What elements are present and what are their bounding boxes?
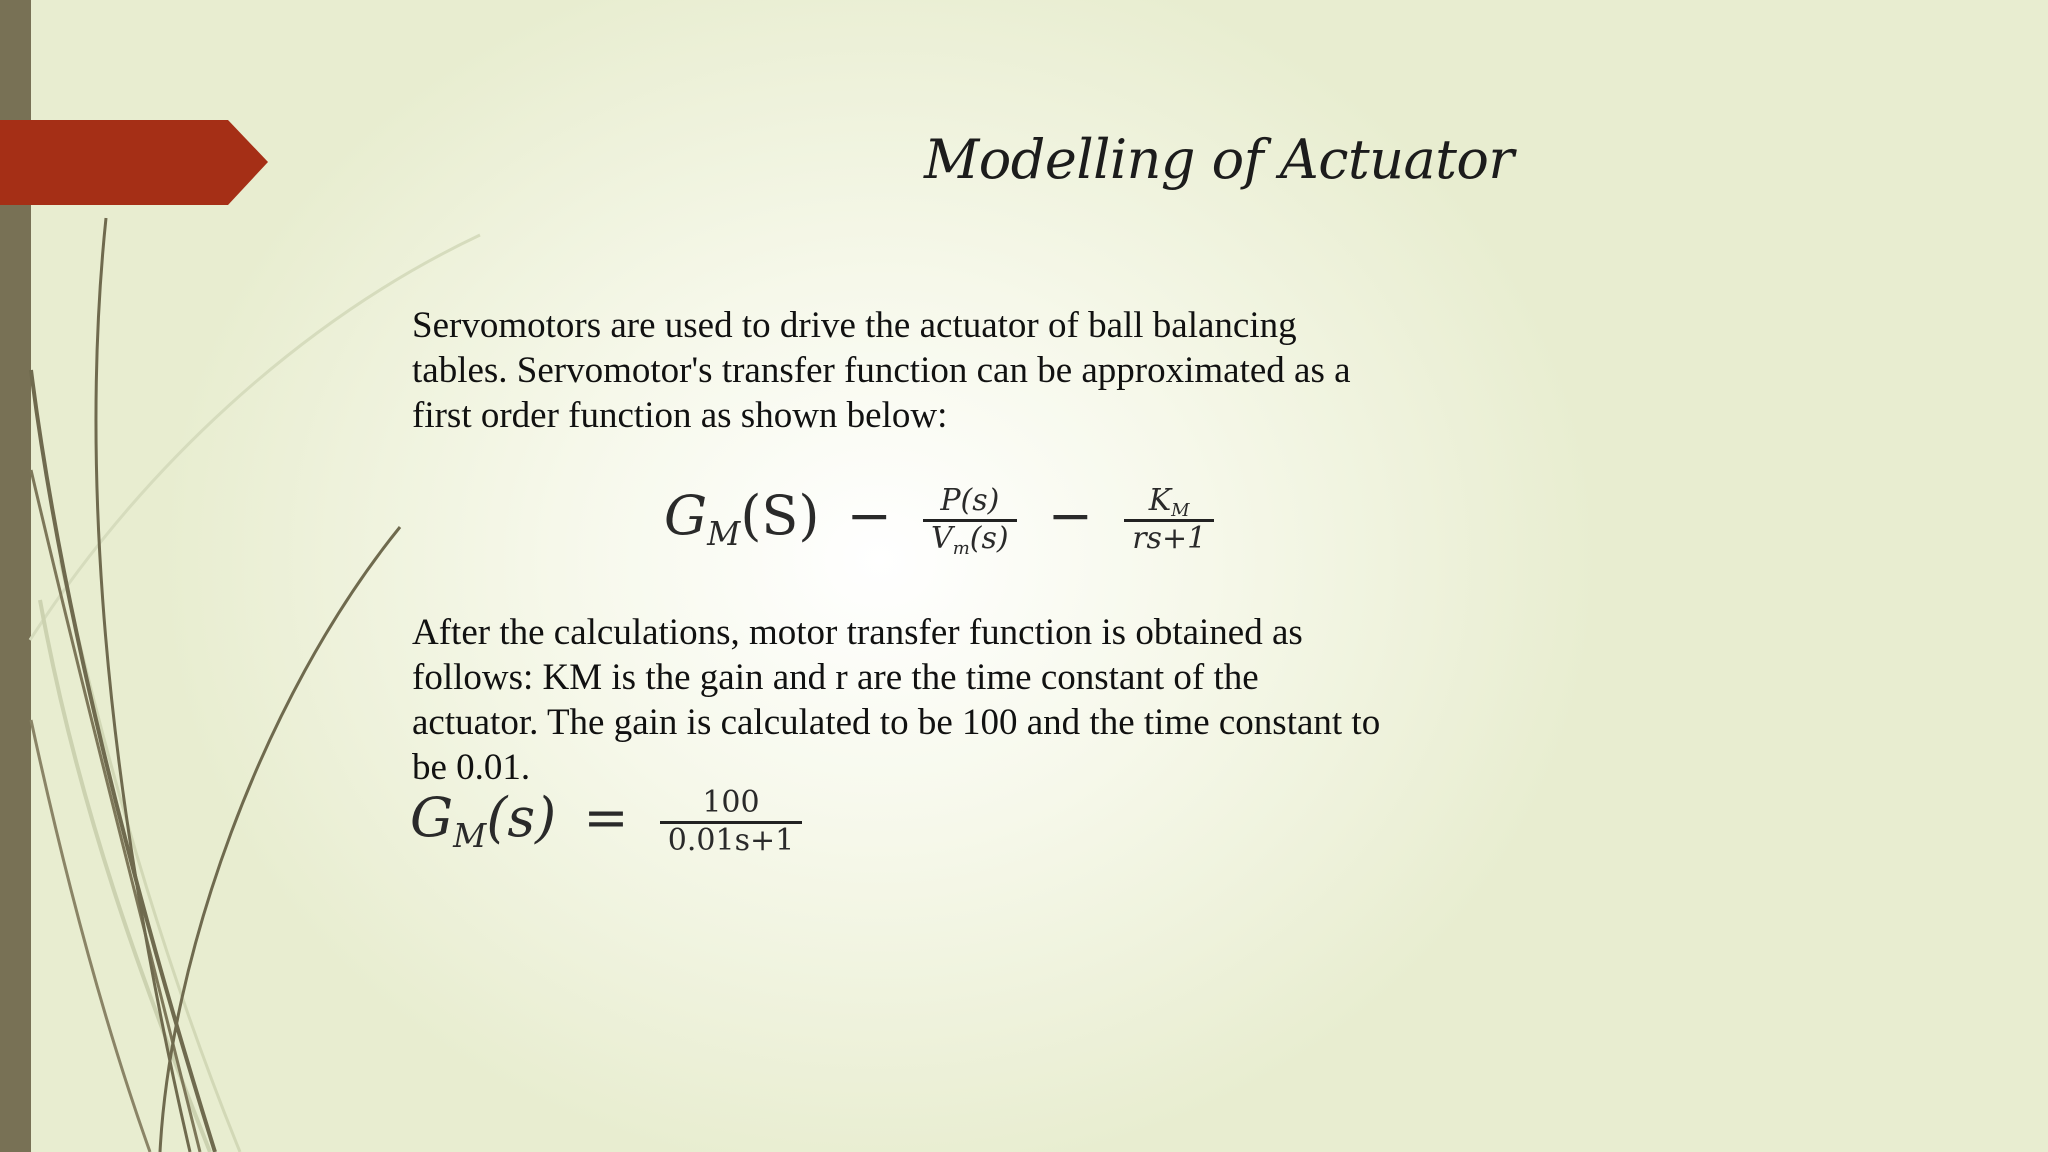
result-paragraph: After the calculations, motor transfer function is obtained as follows: KM is the gain and r are the time constant of the actuator. The gain is calculated to be 100 and the time constant to be 0.01. — [412, 612, 1381, 788]
eq1-lhs-symbol: G — [664, 484, 708, 547]
eq1-fraction-2-denominator: rs+1 — [1132, 520, 1207, 556]
eq1-den-subscript: m — [952, 537, 970, 559]
eq1-operator-1: − — [846, 484, 892, 547]
eq1-num-symbol: K — [1148, 483, 1172, 518]
eq1-fraction-1 — [923, 483, 1017, 559]
eq1-lhs-subscript: M — [707, 515, 741, 554]
eq1-fraction-2 — [1124, 484, 1214, 556]
eq1-den-symbol: V — [931, 520, 953, 556]
eq2-numerator: 100 — [660, 786, 802, 824]
eq1-fraction-1-denominator — [923, 522, 1017, 557]
eq2-lhs-argument: (s) — [486, 786, 557, 849]
slide-title: Modelling of Actuator — [924, 128, 1514, 191]
eq1-fraction-1-numerator: P(s) — [923, 484, 1017, 522]
eq1-lhs-argument: (S) — [740, 484, 820, 547]
eq2-lhs-symbol: G — [410, 786, 454, 849]
eq2-equals: = — [583, 786, 629, 849]
eq1-den-argument: (s) — [969, 520, 1009, 556]
accent-arrow-shape — [0, 120, 268, 205]
eq1-operator-2: − — [1047, 484, 1094, 547]
eq1-num-subscript: M — [1171, 500, 1190, 522]
eq2-denominator: 0.01s+1 — [667, 822, 795, 858]
eq2-fraction — [660, 786, 802, 858]
eq1-fraction-2-numerator — [1124, 484, 1214, 522]
eq2-lhs-subscript: M — [453, 817, 487, 856]
intro-paragraph: Servomotors are used to drive the actuator of ball balancing tables. Servomotor's transfer function can be approximated as a first order function as shown below: — [412, 305, 1351, 436]
motor-transfer-function-equation — [410, 786, 806, 858]
transfer-function-equation — [664, 483, 1218, 559]
